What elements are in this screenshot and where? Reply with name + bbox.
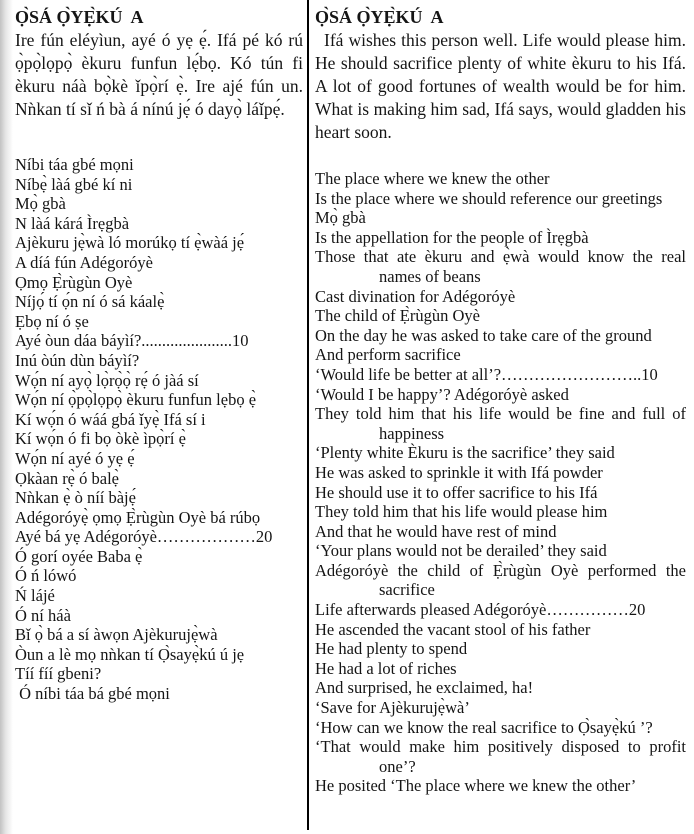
verse-line: Wọ́n ní ayọ̀ lọ̀rọ̀ọ̀ rẹ́ ó jàá sí (15, 370, 199, 390)
verse-line: Ó ń lówó (15, 566, 77, 586)
verse-line: Ó níbi táa bá gbé mọni (15, 684, 170, 704)
verse-line: He should use it to offer sacrifice to his Ifá (315, 482, 598, 502)
verse-line: And perform sacrifice (315, 345, 461, 365)
verse-line: Nǹkan ẹ̀ ò níí bàjẹ́ (15, 488, 136, 508)
left-column-intro-paragraph: Ire fún eléyìun, ayé ó yẹ ẹ́. Ifá pé kó rú ọ̀pọ̀lọpọ̀ èkuru funfun lẹ́bọ. Kó tún fi èkuru náà bọ̀kè ǐpọ̀rí ẹ̀. Ire ajé fún un. Nǹkan tí sǐ ń bà á nínú jẹ́ ó dayọ̀ láǐpẹ́. (15, 30, 303, 119)
verse-line: He was asked to sprinkle it with Ifá powder (315, 462, 603, 482)
verse-line: Níbi táa gbé mọni (15, 155, 134, 174)
verse-line: Ayé bá yẹ Adégoróyè………………20 (15, 527, 273, 547)
verse-line: Life afterwards pleased Adégoróyè……………20 (315, 600, 646, 620)
yoruba-column (15, 7, 303, 704)
verse-line: Bǐ ọ̀ bá a sí àwọn Ajèkurujẹ̀wà (15, 625, 218, 645)
yoruba-verse (15, 155, 303, 704)
verse-line: Wọ́n ní ọ̀pọ̀lọpọ̀ èkuru funfun lẹbọ ẹ̀ (15, 390, 257, 410)
verse-line: Adégoróyè the child of Ẹ̀rùgùn Oyè performed the sacrifice (315, 560, 686, 600)
verse-line: Ajèkuru jẹ̀wà ló morúkọ tí ẹ̀wàá jẹ́ (15, 233, 245, 253)
verse-line: Tíí fíí gbeni? (15, 664, 102, 684)
english-column (315, 7, 686, 796)
verse-line: On the day he was asked to take care of the ground (315, 325, 652, 345)
left-column-title: Ọ̀SÁ Ọ̀YẸ̀KÚ A (15, 7, 144, 27)
verse-line: The place where we knew the other (315, 169, 550, 188)
verse-line: ‘That would make him positively disposed to profit one’? (315, 737, 686, 776)
verse-line: ‘Would I be happy’? Adégoróyè asked (315, 384, 569, 404)
verse-line: ‘How can we know the real sacrifice to Ọ̀sayẹ̀kú ’? (315, 717, 653, 737)
column-divider (307, 0, 309, 830)
verse-line: Wọ́n ní ayé ó yẹ ẹ́ (15, 448, 135, 468)
verse-line: Ọkàan rẹ̀ ó balẹ̀ (15, 468, 119, 488)
verse-line: Mọ̀ gbà (315, 208, 366, 228)
verse-line: ‘Your plans would not be derailed’ they said (315, 541, 607, 561)
verse-line: N làá kárá Ìrẹgbà (15, 213, 130, 233)
verse-line: Ó ní háà (15, 605, 71, 625)
english-verse (315, 169, 686, 796)
verse-line: Níbẹ̀ làá gbé kí ni (15, 174, 133, 194)
verse-line: Ẹbọ ní ó ṣe (15, 311, 89, 331)
verse-line: Kí wọ́n ó fi bọ òkè ìpọ̀rí ẹ̀ (15, 429, 186, 449)
verse-line: Ó gorí oyée Baba ẹ̀ (15, 546, 143, 566)
right-column-intro-paragraph: Ifá wishes this person well. Life would please him. He should sacrifice plenty of white èkuru to his Ifá. A lot of good fortunes of wealth would be for him. What is making him sad, Ifá says, would gladden his heart soon. (315, 30, 686, 142)
verse-line: Cast divination for Adégoróyè (315, 286, 516, 306)
verse-line: Adégoróyẹ̀ ọmọ Ẹ̀rùgùn Oyè bá rúbọ (15, 507, 261, 527)
verse-line: Òun a lè mọ nǹkan tí Ọ̀sayẹ̀kú ú jẹ (15, 644, 245, 664)
verse-line: ‘Plenty white Èkuru is the sacrifice’ they said (315, 443, 615, 463)
verse-line: And that he would have rest of mind (315, 521, 557, 541)
page-edge-shadow (0, 0, 13, 834)
verse-line: Kí wọ́n ó wáá gbá ǐyẹ̀ Ifá sí i (15, 409, 206, 429)
verse-line: He posited ‘The place where we knew the other’ (315, 776, 637, 796)
verse-line: Ayé òun dáa báyìí?......................10 (15, 331, 249, 351)
verse-line: Is the place where we should reference our greetings (315, 188, 663, 208)
verse-line: Ń lájé (15, 586, 55, 606)
verse-line: ‘Would life be better at all’?……………………..10 (315, 364, 658, 384)
verse-line: Mọ̀ gbà (15, 194, 66, 214)
verse-line: Those that ate èkuru and ẹ̀wà would know the real names of beans (315, 247, 686, 286)
verse-line: ‘Save for Ajèkurujẹ̀wà’ (315, 698, 470, 718)
verse-line: Ọmọ Ẹ̀rùgùn Oyè (15, 272, 133, 292)
right-column-title: Ọ̀SÁ Ọ̀YẸ̀KÚ A (315, 7, 444, 27)
verse-line: He had a lot of riches (315, 658, 457, 678)
verse-line: A díá fún Adégoróyè (15, 252, 153, 272)
verse-line: He ascended the vacant stool of his father (315, 619, 591, 639)
verse-line: Níjọ́ tí ọ́n ní ó sá káalẹ̀ (15, 292, 165, 312)
verse-line: And surprised, he exclaimed, ha! (315, 678, 534, 698)
verse-line: He had plenty to spend (315, 639, 468, 659)
verse-line: Is the appellation for the people of Ìrẹgbà (315, 227, 589, 247)
verse-line: The child of Ẹ̀rùgùn Oyè (315, 306, 480, 326)
verse-line: They told him that his life would please him (315, 502, 608, 522)
verse-line: Inú òún dùn báyìí? (15, 350, 140, 370)
verse-line: They told him that his life would be fine and full of happiness (315, 404, 686, 443)
